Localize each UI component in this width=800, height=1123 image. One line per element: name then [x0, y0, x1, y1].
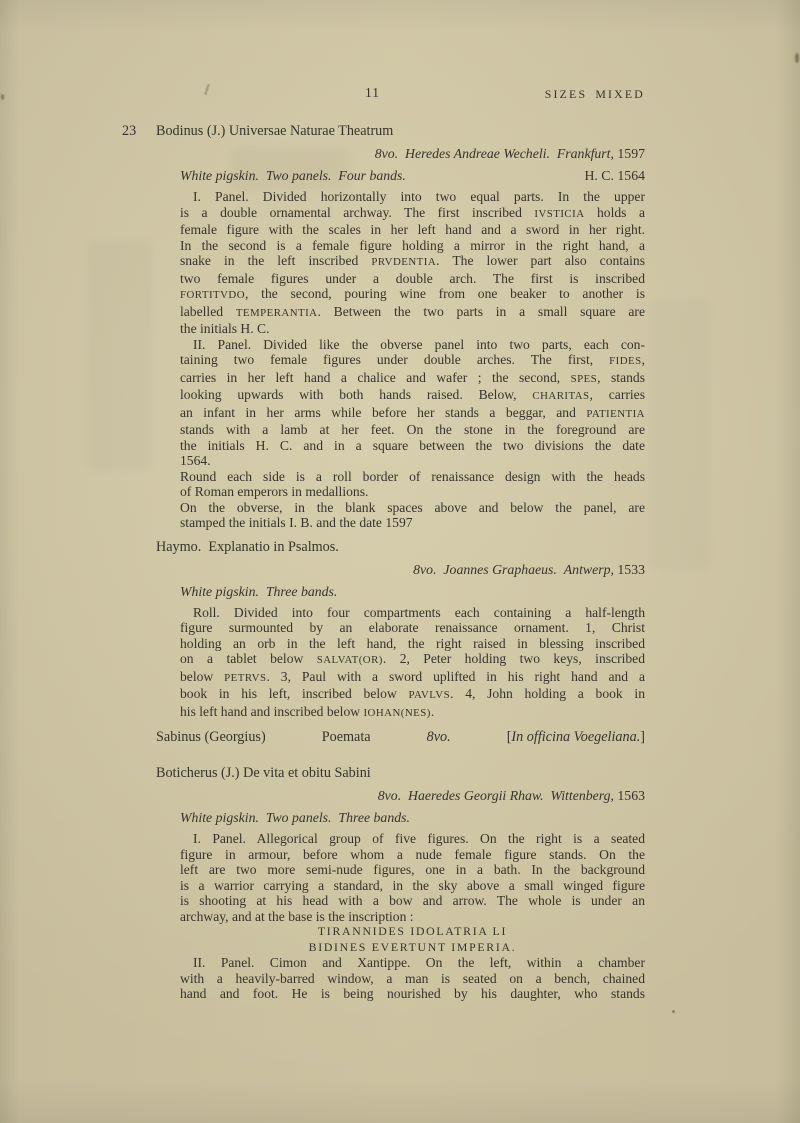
- panel-inscription: [180, 924, 645, 955]
- text-line: Round each side is a roll border of renaissance design with the heads: [180, 468, 645, 484]
- italic-text: White pigskin. Two panels. Three bands.: [180, 810, 410, 825]
- entry-heading: [122, 123, 645, 140]
- imprint-line: [In officina Voegeliana.]: [506, 729, 645, 745]
- text-column: [122, 85, 646, 1002]
- entry-sabinus: [156, 729, 645, 746]
- text-line: In the second is a female figure holding a mirror in the right hand, a: [180, 237, 645, 253]
- shelfmark: H. C. 1564: [584, 168, 645, 183]
- paper-speck: [672, 1010, 675, 1013]
- binding-description: [180, 809, 645, 826]
- text-line: figure surmounted by an elaborate renaissance ornament. 1, Christ: [180, 620, 645, 635]
- text-line: figure in armour, before whom a nude female figure stands. On the: [180, 846, 645, 862]
- small-caps-text: PATIENTIA: [586, 407, 645, 420]
- text-line: II. Panel. Divided like the obverse panel into two parts, each con-: [193, 336, 645, 352]
- text-line: stamped the initials I. B. and the date 1597: [180, 515, 413, 530]
- text-line: female figure with the scales in her left hand and a sword in her right.: [180, 222, 645, 237]
- show-through-ghost: [652, 300, 710, 570]
- section-heading: SIZES MIXED: [544, 87, 645, 101]
- text-line: on a tablet below SALVAT(OR). 2, Peter holding two keys, inscribed: [180, 651, 645, 666]
- text-line: BIDINES EVERTUNT IMPERIA.: [308, 939, 517, 954]
- text-line: 1564.: [180, 453, 211, 468]
- paper-speck: [1, 94, 4, 100]
- entry-format: [427, 729, 451, 746]
- text-line: looking upwards with both hands raised. Below, CHARITAS, carries: [180, 387, 645, 402]
- text-line: stands with a lamb at her feet. On the stone in the foreground are: [180, 422, 645, 437]
- text-line: carries in her left hand a chalice and wafer ; the second, SPES, stands: [180, 369, 645, 385]
- italic-text: 8vo.: [426, 729, 451, 745]
- paper-speck: [795, 53, 799, 63]
- obverse-note: [180, 500, 645, 531]
- text-line: an infant in her arms while before her stands a beggar, and PATIENTIA: [180, 404, 645, 420]
- italic-text: White pigskin. Two panels. Four bands.: [180, 168, 406, 183]
- italic-text: 8vo. Heredes Andreae Wecheli. Frankfurt,: [374, 146, 614, 161]
- small-caps-text: SPES: [570, 372, 598, 385]
- imprint-line: 8vo. Haeredes Georgii Rhaw. Wittenberg, 1563: [377, 788, 645, 803]
- italic-text: 8vo. Joannes Graphaeus. Antwerp,: [413, 561, 614, 577]
- binding-description: [180, 583, 645, 600]
- running-header: [180, 85, 645, 101]
- entry-title: Poemata: [321, 729, 371, 745]
- text-line: below PETRVS. 3, Paul with a sword uplifted in his right hand and a: [180, 668, 646, 684]
- text-line: hand and foot. He is being nourished by his daughter, who stands: [180, 986, 645, 1001]
- text-line: with a heavily-barred window, a man is seated on a bench, chained: [180, 970, 645, 986]
- text-line: archway, and at the base is the inscription :: [180, 908, 414, 924]
- text-line: book in his left, inscribed below PAVLVS. 4, John holding a book in: [180, 686, 645, 701]
- small-caps-text: PRVDENTIA: [371, 256, 437, 268]
- italic-text: White pigskin. Three bands.: [180, 583, 338, 599]
- italic-text: In officina Voegeliana.: [511, 729, 641, 745]
- small-caps-text: IVSTICIA: [534, 207, 585, 220]
- entry-bodinus: [122, 123, 645, 531]
- text-line: FORTITVDO, the second, pouring wine from one beaker to another is: [180, 286, 645, 301]
- text-line: I. Panel. Divided horizontally into two equal parts. In the upper: [193, 189, 645, 204]
- binding-description: [180, 167, 406, 184]
- entry-number: 23: [122, 123, 137, 139]
- text-line: TIRANNIDES IDOLATRIA LI: [317, 924, 508, 938]
- panel2-description: [180, 337, 645, 469]
- text-line: II. Panel. Cimon and Xantippe. On the left, within a chamber: [193, 955, 645, 970]
- border-note: [180, 469, 645, 500]
- italic-text: 8vo. Haeredes Georgii Rhaw. Wittenberg,: [377, 788, 614, 803]
- text-line: the initials H. C.: [180, 321, 270, 336]
- text-line: snake in the left inscribed PRVDENTIA. The lower part also contains: [180, 253, 645, 268]
- text-line: the initials H. C. and in a square between the two divisions the date: [180, 437, 645, 453]
- entry-heading: [156, 765, 645, 782]
- show-through-ghost: [86, 240, 152, 470]
- small-caps-text: TEMPERANTIA: [235, 306, 318, 319]
- text-line: Roll. Divided into four compartments each containing a half-length: [193, 604, 645, 620]
- small-caps-text: FORTITVDO: [180, 289, 246, 301]
- entry-haymo: [156, 538, 646, 722]
- small-caps-text: CHARITAS: [532, 390, 590, 402]
- page-number: 11: [365, 85, 380, 100]
- binding-line: [180, 167, 645, 184]
- text-line: is a warrior carrying a standard, in the sky above a small winged figure: [180, 877, 645, 893]
- roll-description: [180, 605, 645, 722]
- small-caps-text: SALVAT(OR): [316, 654, 383, 666]
- text-line: is a double ornamental archway. The first inscribed IVSTICIA holds a: [180, 204, 645, 220]
- text-line: left are two more semi-nude figures, one in a bath. In the background: [180, 862, 645, 877]
- text-line: I. Panel. Allegorical group of five figures. On the right is a seated: [193, 831, 645, 846]
- text-line: of Roman emperors in medallions.: [180, 484, 369, 499]
- text-line: is shooting at his head with a bow and arrow. The whole is under an: [180, 893, 645, 908]
- entry-heading: [156, 729, 645, 746]
- text-line: two female figures under a double arch. The first is inscribed: [180, 270, 645, 286]
- text-line: On the obverse, in the blank spaces above and below the panel, are: [180, 499, 645, 515]
- text-line: taining two female figures under double arches. The first, FIDES,: [180, 352, 645, 367]
- small-caps-text: PAVLVS: [408, 689, 451, 701]
- small-caps-text: PETRVS: [224, 671, 267, 684]
- entry-title: Boticherus (J.) De vita et obitu Sabini: [156, 765, 371, 781]
- entry-author: Sabinus (Georgius): [156, 729, 266, 745]
- entry-title: Haymo. Explanatio in Psalmos.: [156, 538, 339, 555]
- imprint-line: 8vo. Joannes Graphaeus. Antwerp, 1533: [413, 561, 645, 577]
- entry-title: Bodinus (J.) Universae Naturae Theatrum: [156, 123, 394, 139]
- small-caps-text: IOHAN(NES): [363, 706, 431, 719]
- text-line: labelled TEMPERANTIA. Between the two parts in a small square are: [180, 303, 645, 319]
- panel2-description: [180, 955, 645, 1002]
- text-line: his left hand and inscribed below IOHAN(NES).: [180, 703, 435, 719]
- entry-boticherus: [156, 765, 645, 1002]
- imprint-line: 8vo. Heredes Andreae Wecheli. Frankfurt, 1597: [374, 146, 645, 161]
- small-caps-text: FIDES: [609, 355, 642, 367]
- panel1-description: [180, 831, 645, 924]
- entry-heading: [156, 539, 645, 556]
- text-line: holding an orb in the left hand, the right raised in blessing inscribed: [180, 635, 645, 651]
- panel1-description: [180, 189, 645, 337]
